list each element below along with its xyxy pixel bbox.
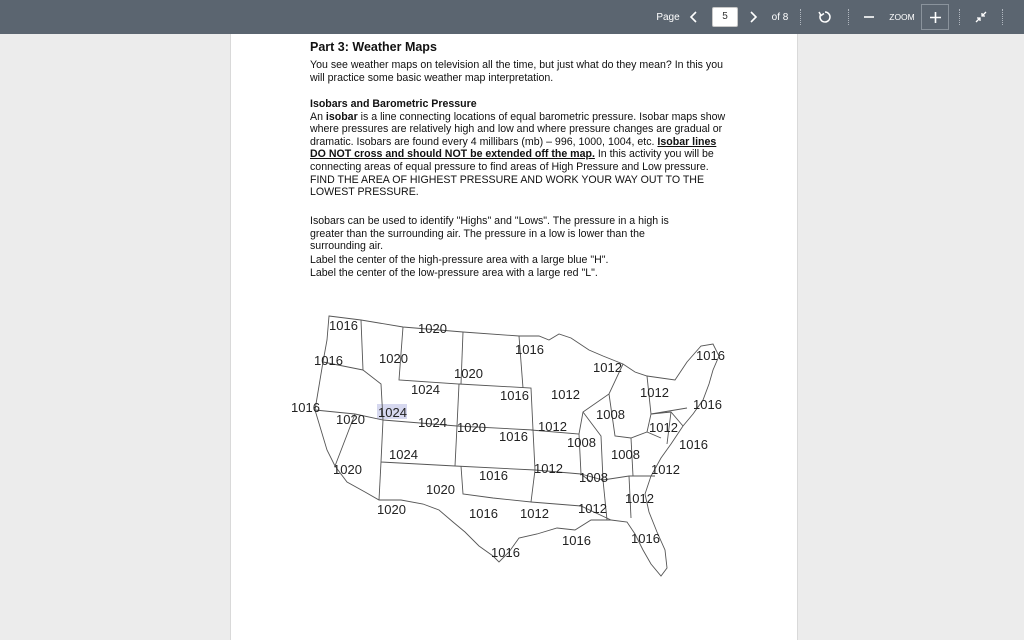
highs-lows-paragraph: Isobars can be used to identify "Highs" and "Lows". The pressure in a high is greater than the surrounding air. The pressure in a low is lower than the surrounding air. bbox=[310, 215, 669, 253]
minus-icon bbox=[863, 11, 875, 23]
section-heading: Isobars and Barometric Pressure bbox=[310, 98, 477, 110]
isobar-label: 1020 bbox=[333, 462, 362, 477]
isobar-label: 1012 bbox=[534, 461, 563, 476]
isobar-label: 1008 bbox=[611, 447, 640, 462]
chevron-left-icon bbox=[689, 11, 699, 23]
page-label: Page bbox=[656, 11, 680, 23]
p1-text-b: is a line connecting locations of equal barometric pressure. Isobar maps show where pressures are relatively high and low and where pressure changes are gradual or dramatic. Isobars are found every 4 millibars (mb) – 996, 1000, 1004, etc. bbox=[310, 110, 726, 148]
isobar-label: 1012 bbox=[520, 506, 549, 521]
isobar-label: 1020 bbox=[457, 420, 486, 435]
isobar-label: 1012 bbox=[651, 462, 680, 477]
next-page-button[interactable] bbox=[745, 0, 761, 34]
isobar-label: 1012 bbox=[593, 360, 622, 375]
isobar-label: 1016 bbox=[696, 348, 725, 363]
isobar-label: 1016 bbox=[679, 437, 708, 452]
rotate-button[interactable] bbox=[815, 0, 835, 34]
toolbar-separator bbox=[848, 9, 849, 25]
isobar-label: 1016 bbox=[499, 429, 528, 444]
isobar-label: 1016 bbox=[631, 531, 660, 546]
isobar-label: 1024 bbox=[418, 415, 447, 430]
isobar-map bbox=[231, 34, 797, 640]
isobar-label: 1016 bbox=[562, 533, 591, 548]
isobar-labels bbox=[291, 318, 725, 560]
isobar-label: 1016 bbox=[314, 353, 343, 368]
isobar-label: 1012 bbox=[640, 385, 669, 400]
isobar-label: 1020 bbox=[377, 502, 406, 517]
isobar-label: 1020 bbox=[454, 366, 483, 381]
previous-page-button[interactable] bbox=[686, 0, 702, 34]
border bbox=[379, 462, 381, 500]
isobar-term: isobar bbox=[325, 110, 358, 123]
p1-text-c: In this activity you will be connecting areas of equal pressure to find areas of High Pressure and Low pressure. FIND THE AREA OF HIGHEST PRESSURE AND WORK YOUR WAY OUT TO THE LOWEST PRESSURE. bbox=[310, 148, 714, 199]
isobar-label: 1024 bbox=[389, 447, 418, 462]
isobar-label: 1012 bbox=[625, 491, 654, 506]
isobar-label: 1016 bbox=[329, 318, 358, 333]
zoom-in-button[interactable] bbox=[922, 0, 948, 34]
isobar-label: 1016 bbox=[500, 388, 529, 403]
isobar-label: 1012 bbox=[551, 387, 580, 402]
zoom-label: ZOOM bbox=[889, 12, 915, 22]
isobar-rule: Isobar lines DO NOT cross and should NOT be extended off the map. bbox=[310, 135, 717, 161]
plus-icon bbox=[929, 11, 942, 24]
pdf-toolbar bbox=[0, 0, 1024, 34]
isobar-label: 1008 bbox=[567, 435, 596, 450]
toolbar-separator bbox=[959, 9, 960, 25]
p1-text-a: An bbox=[310, 110, 326, 123]
page-title: Part 3: Weather Maps bbox=[310, 40, 437, 54]
chevron-right-icon bbox=[748, 11, 758, 23]
intro-paragraph: You see weather maps on television all the time, but just what do they mean? In this you will practice some basic weather map interpretation. bbox=[310, 59, 724, 84]
isobar-label: 1024 bbox=[378, 405, 407, 420]
isobar-label: 1016 bbox=[515, 342, 544, 357]
rotate-icon bbox=[818, 10, 832, 24]
instruction-low: Label the center of the low-pressure area with a large red "L". bbox=[310, 267, 598, 279]
isobar-label: 1012 bbox=[578, 501, 607, 516]
toolbar-separator bbox=[1002, 9, 1003, 25]
exit-fullscreen-button[interactable] bbox=[970, 0, 992, 34]
isobar-label: 1020 bbox=[336, 412, 365, 427]
isobar-label: 1016 bbox=[491, 545, 520, 560]
isobar-label: 1016 bbox=[693, 397, 722, 412]
toolbar-separator bbox=[800, 9, 801, 25]
isobar-label: 1020 bbox=[418, 321, 447, 336]
border bbox=[651, 408, 687, 414]
isobar-label: 1012 bbox=[649, 420, 678, 435]
instruction-high: Label the center of the high-pressure area with a large blue "H". bbox=[310, 254, 609, 266]
pdf-page bbox=[230, 34, 798, 640]
isobar-label: 1020 bbox=[426, 482, 455, 497]
isobar-label: 1016 bbox=[291, 400, 320, 415]
isobar-label: 1020 bbox=[379, 351, 408, 366]
isobar-label: 1008 bbox=[596, 407, 625, 422]
isobar-label: 1016 bbox=[479, 468, 508, 483]
page-count-label: of 8 bbox=[771, 11, 789, 23]
zoom-out-button[interactable] bbox=[860, 0, 878, 34]
isobar-label: 1016 bbox=[469, 506, 498, 521]
isobar-label: 1024 bbox=[411, 382, 440, 397]
isobar-label: 1008 bbox=[579, 470, 608, 485]
isobar-label: 1012 bbox=[538, 419, 567, 434]
page-number-input[interactable] bbox=[712, 7, 738, 27]
collapse-icon bbox=[974, 10, 988, 24]
